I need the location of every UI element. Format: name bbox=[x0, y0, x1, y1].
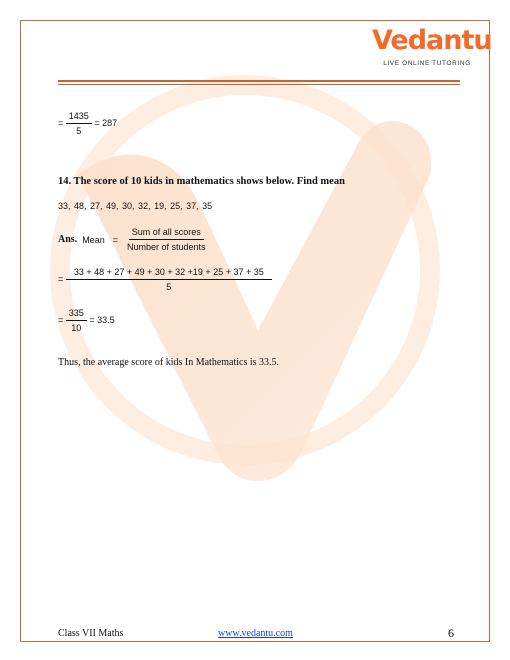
top-equation bbox=[58, 110, 117, 137]
numerator: 335 bbox=[66, 307, 87, 321]
numerator: Sum of all scores bbox=[129, 226, 204, 240]
vedantu-logo bbox=[372, 25, 492, 67]
fraction bbox=[66, 110, 92, 137]
mean-word: Mean bbox=[82, 234, 105, 245]
page-number: 6 bbox=[448, 626, 454, 640]
result: = 33.5 bbox=[89, 314, 115, 325]
footer-website-link[interactable]: www.vedantu.com bbox=[218, 628, 293, 639]
result: = 287 bbox=[94, 117, 118, 128]
denominator: 5 bbox=[166, 282, 172, 292]
header-rule-thin bbox=[58, 84, 460, 85]
equals-sign: = bbox=[58, 273, 64, 284]
logo-wordmark: Vedantu bbox=[372, 25, 492, 56]
equals-sign: = bbox=[112, 234, 118, 245]
result-step bbox=[58, 307, 115, 334]
numerator: 33 + 48 + 27 + 49 + 30 + 32 +19 + 25 + 37 + 35 bbox=[66, 266, 272, 280]
answer-formula bbox=[58, 226, 209, 253]
denominator: Number of students bbox=[126, 242, 206, 252]
mean-formula-fraction bbox=[124, 226, 209, 253]
footer-class-label: Class VII Maths bbox=[58, 628, 124, 639]
equals-sign: = bbox=[58, 314, 64, 325]
score-list: 33, 48, 27, 49, 30, 32, 19, 25, 37, 35 bbox=[58, 201, 213, 211]
sum-fraction bbox=[66, 266, 272, 293]
numerator: 1435 bbox=[66, 110, 92, 124]
header-rule bbox=[58, 80, 460, 82]
conclusion-text: Thus, the average score of kids In Mathematics is 33.5. bbox=[58, 357, 280, 368]
denominator: 5 bbox=[76, 126, 82, 136]
answer-label: Ans. bbox=[58, 234, 78, 245]
question-title: 14. The score of 10 kids in mathematics shows below. Find mean bbox=[58, 176, 345, 187]
sum-step bbox=[58, 266, 272, 293]
denominator: 10 bbox=[71, 323, 82, 333]
result-fraction bbox=[66, 307, 87, 334]
equals-sign: = bbox=[58, 117, 64, 128]
logo-tagline: LIVE ONLINE TUTORING bbox=[383, 60, 471, 67]
